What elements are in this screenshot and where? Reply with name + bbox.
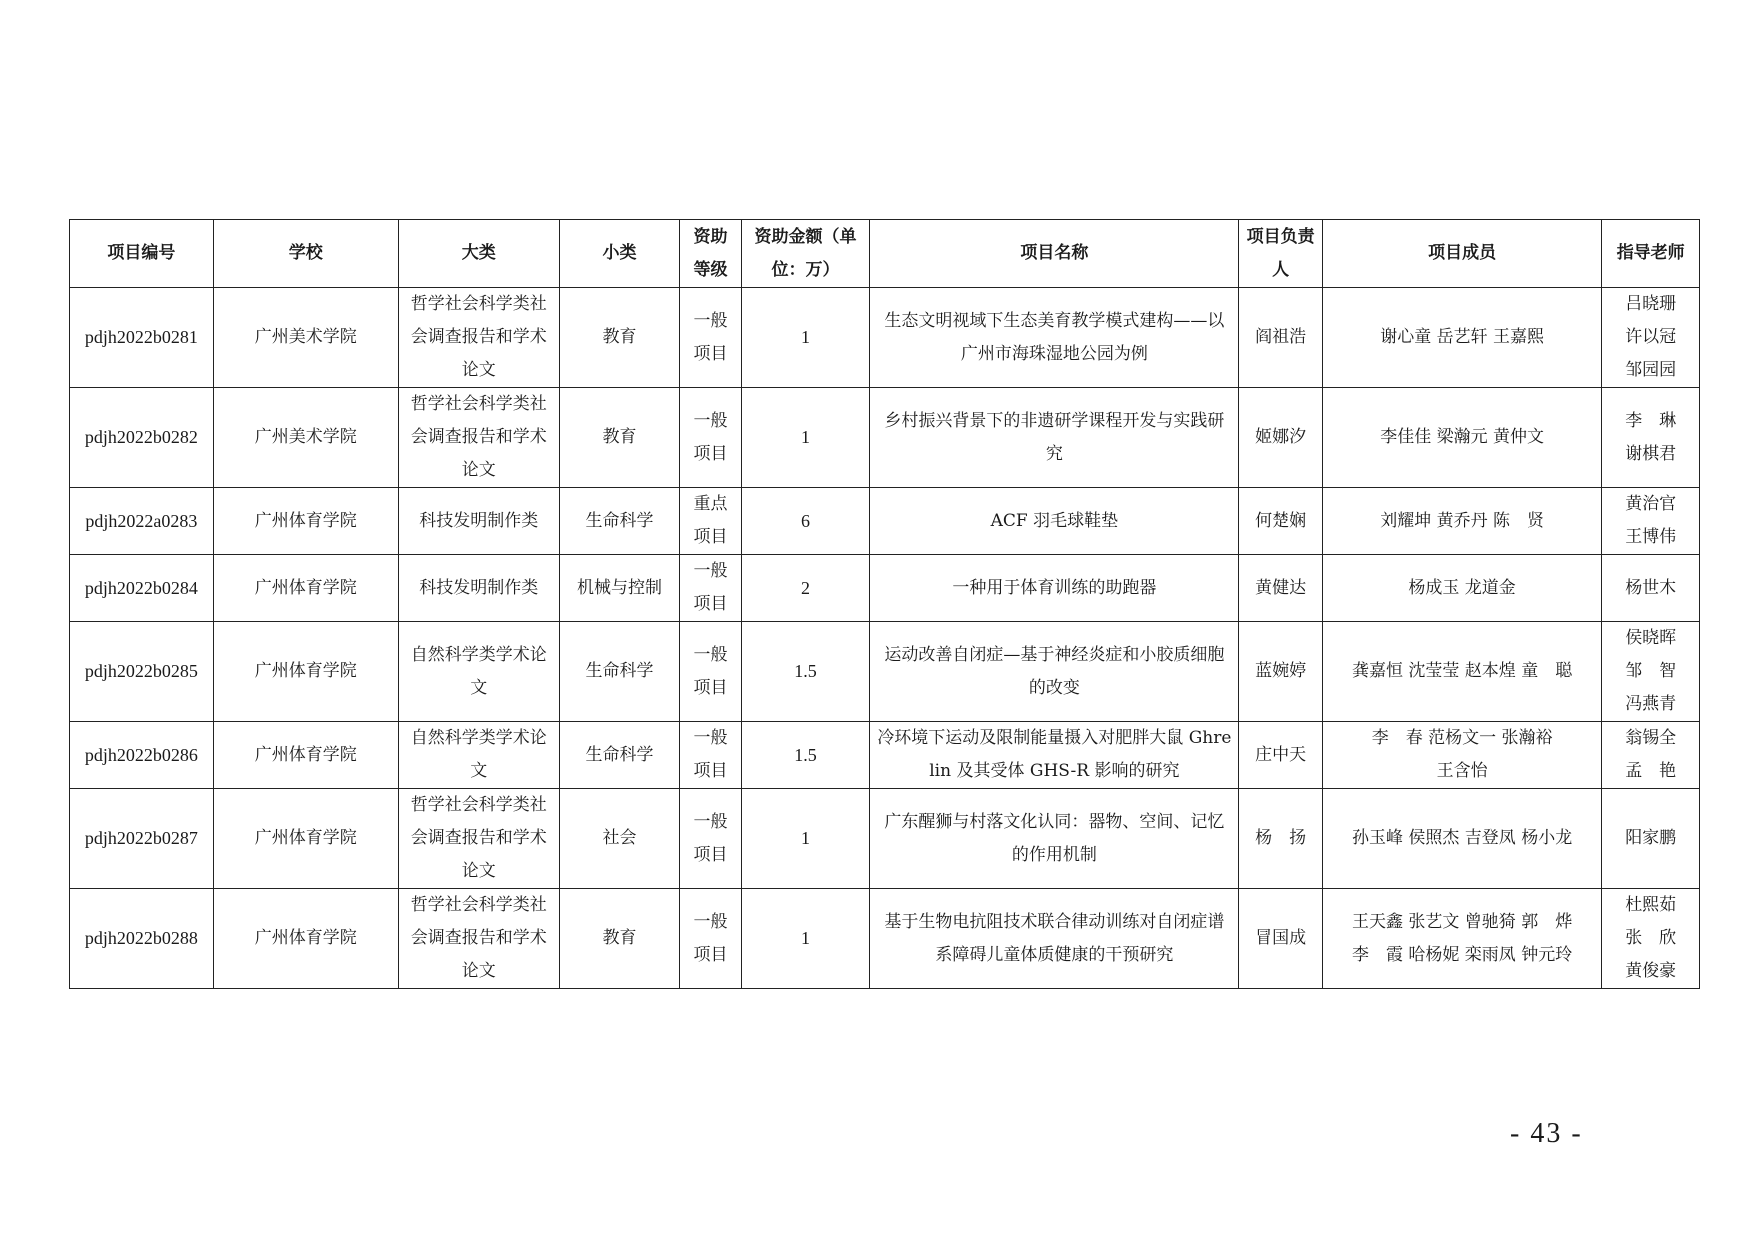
cell-leader: 黄健达 bbox=[1239, 555, 1322, 622]
cell-leader: 阎祖浩 bbox=[1239, 288, 1322, 388]
header-advisor: 指导老师 bbox=[1602, 220, 1700, 288]
cell-category: 科技发明制作类 bbox=[398, 488, 559, 555]
cell-code: pdjh2022b0285 bbox=[70, 622, 214, 722]
cell-amount: 6 bbox=[741, 488, 870, 555]
cell-level: 一般项目 bbox=[680, 388, 741, 488]
cell-code: pdjh2022a0283 bbox=[70, 488, 214, 555]
cell-code: pdjh2022b0281 bbox=[70, 288, 214, 388]
cell-level: 一般项目 bbox=[680, 789, 741, 889]
cell-project-name: ACF 羽毛球鞋垫 bbox=[870, 488, 1239, 555]
cell-subcategory: 教育 bbox=[559, 288, 680, 388]
cell-advisor bbox=[1602, 488, 1700, 555]
cell-project-name: 基于生物电抗阻技术联合律动训练对自闭症谱系障碍儿童体质健康的干预研究 bbox=[870, 889, 1239, 989]
header-level: 资助等级 bbox=[680, 220, 741, 288]
header-leader: 项目负责人 bbox=[1239, 220, 1322, 288]
advisor-line: 翁锡全 bbox=[1625, 728, 1677, 748]
cell-amount: 1 bbox=[741, 789, 870, 889]
cell-school: 广州美术学院 bbox=[213, 288, 398, 388]
table-row bbox=[70, 388, 1700, 488]
member-line: 谢心童 岳艺轩 王嘉熙 bbox=[1380, 327, 1545, 347]
cell-leader: 蓝婉婷 bbox=[1239, 622, 1322, 722]
page-number: - 43 - bbox=[1510, 1118, 1583, 1149]
table-header-row bbox=[70, 220, 1700, 288]
cell-level: 一般项目 bbox=[680, 622, 741, 722]
advisor-line: 黄治官 bbox=[1625, 494, 1677, 514]
cell-project-name: 冷环境下运动及限制能量摄入对肥胖大鼠 Ghrelin 及其受体 GHS-R 影响的研究 bbox=[870, 722, 1239, 789]
cell-advisor bbox=[1602, 622, 1700, 722]
table-row bbox=[70, 288, 1700, 388]
cell-members bbox=[1322, 288, 1602, 388]
cell-subcategory: 教育 bbox=[559, 889, 680, 989]
cell-members bbox=[1322, 789, 1602, 889]
cell-project-name: 广东醒狮与村落文化认同：器物、空间、记忆的作用机制 bbox=[870, 789, 1239, 889]
advisor-line: 许以冠 bbox=[1625, 327, 1677, 347]
advisor-line: 阳家鹏 bbox=[1625, 828, 1677, 848]
advisor-line: 杨世木 bbox=[1625, 577, 1677, 598]
member-line: 王天鑫 张艺文 曾驰猗 郭 烨 bbox=[1352, 911, 1573, 932]
cell-advisor bbox=[1602, 555, 1700, 622]
cell-advisor bbox=[1602, 288, 1700, 388]
cell-advisor bbox=[1602, 889, 1700, 989]
advisor-line: 黄俊豪 bbox=[1625, 961, 1677, 981]
cell-leader: 庄中天 bbox=[1239, 722, 1322, 789]
header-project-name: 项目名称 bbox=[870, 220, 1239, 288]
advisor-line: 邹 智 bbox=[1625, 661, 1677, 681]
advisor-line: 王博伟 bbox=[1625, 527, 1677, 547]
advisor-line: 李 琳 bbox=[1625, 410, 1677, 431]
advisor-line: 杜熙茹 bbox=[1625, 895, 1677, 915]
member-line: 孙玉峰 侯照杰 吉登凤 杨小龙 bbox=[1352, 828, 1573, 848]
header-subcategory: 小类 bbox=[559, 220, 680, 288]
cell-school: 广州体育学院 bbox=[213, 622, 398, 722]
cell-amount: 1.5 bbox=[741, 622, 870, 722]
header-members: 项目成员 bbox=[1322, 220, 1602, 288]
cell-code: pdjh2022b0287 bbox=[70, 789, 214, 889]
cell-code: pdjh2022b0288 bbox=[70, 889, 214, 989]
advisor-line: 冯燕青 bbox=[1625, 694, 1677, 714]
cell-subcategory: 教育 bbox=[559, 388, 680, 488]
cell-category: 哲学社会科学类社会调查报告和学术论文 bbox=[398, 388, 559, 488]
cell-leader: 冒国成 bbox=[1239, 889, 1322, 989]
cell-project-name: 运动改善自闭症—基于神经炎症和小胶质细胞的改变 bbox=[870, 622, 1239, 722]
header-amount: 资助金额（单位：万） bbox=[741, 220, 870, 288]
cell-level: 一般项目 bbox=[680, 889, 741, 989]
cell-category: 哲学社会科学类社会调查报告和学术论文 bbox=[398, 889, 559, 989]
cell-subcategory: 生命科学 bbox=[559, 722, 680, 789]
cell-code: pdjh2022b0282 bbox=[70, 388, 214, 488]
advisor-line: 侯晓晖 bbox=[1625, 628, 1677, 648]
member-line: 龚嘉恒 沈莹莹 赵本煌 童 聪 bbox=[1352, 661, 1573, 681]
header-school: 学校 bbox=[213, 220, 398, 288]
cell-leader: 何楚娴 bbox=[1239, 488, 1322, 555]
cell-leader: 姬娜汐 bbox=[1239, 388, 1322, 488]
member-line: 王含怡 bbox=[1436, 761, 1488, 781]
advisor-line: 谢棋君 bbox=[1625, 443, 1677, 464]
member-line: 李佳佳 梁瀚元 黄仲文 bbox=[1380, 427, 1545, 447]
cell-subcategory: 生命科学 bbox=[559, 622, 680, 722]
table-row bbox=[70, 789, 1700, 889]
cell-members bbox=[1322, 889, 1602, 989]
cell-subcategory: 机械与控制 bbox=[559, 555, 680, 622]
cell-project-name: 乡村振兴背景下的非遗研学课程开发与实践研究 bbox=[870, 388, 1239, 488]
table-row bbox=[70, 622, 1700, 722]
member-line: 杨成玉 龙道金 bbox=[1408, 577, 1516, 598]
cell-advisor bbox=[1602, 722, 1700, 789]
cell-category: 自然科学类学术论文 bbox=[398, 622, 559, 722]
cell-amount: 1 bbox=[741, 388, 870, 488]
cell-school: 广州体育学院 bbox=[213, 789, 398, 889]
cell-members bbox=[1322, 488, 1602, 555]
cell-leader: 杨 扬 bbox=[1239, 789, 1322, 889]
table-body bbox=[70, 288, 1700, 989]
advisor-line: 吕晓珊 bbox=[1625, 294, 1677, 314]
cell-advisor bbox=[1602, 789, 1700, 889]
cell-level: 一般项目 bbox=[680, 288, 741, 388]
advisor-line: 孟 艳 bbox=[1625, 761, 1677, 781]
advisor-line: 邹园园 bbox=[1625, 360, 1677, 380]
cell-category: 自然科学类学术论文 bbox=[398, 722, 559, 789]
cell-project-name: 一种用于体育训练的助跑器 bbox=[870, 555, 1239, 622]
cell-category: 科技发明制作类 bbox=[398, 555, 559, 622]
cell-members bbox=[1322, 555, 1602, 622]
cell-amount: 1 bbox=[741, 889, 870, 989]
cell-code: pdjh2022b0286 bbox=[70, 722, 214, 789]
table-row bbox=[70, 889, 1700, 989]
header-code: 项目编号 bbox=[70, 220, 214, 288]
cell-level: 一般项目 bbox=[680, 722, 741, 789]
member-line: 李 霞 哈杨妮 栾雨凤 钟元玲 bbox=[1352, 944, 1573, 965]
member-line: 李 春 范杨文一 张瀚裕 bbox=[1371, 728, 1553, 748]
header-category: 大类 bbox=[398, 220, 559, 288]
cell-category: 哲学社会科学类社会调查报告和学术论文 bbox=[398, 288, 559, 388]
cell-subcategory: 社会 bbox=[559, 789, 680, 889]
cell-amount: 1.5 bbox=[741, 722, 870, 789]
cell-members bbox=[1322, 622, 1602, 722]
cell-advisor bbox=[1602, 388, 1700, 488]
cell-code: pdjh2022b0284 bbox=[70, 555, 214, 622]
cell-category: 哲学社会科学类社会调查报告和学术论文 bbox=[398, 789, 559, 889]
cell-subcategory: 生命科学 bbox=[559, 488, 680, 555]
cell-members bbox=[1322, 722, 1602, 789]
table-row bbox=[70, 722, 1700, 789]
cell-school: 广州美术学院 bbox=[213, 388, 398, 488]
cell-level: 重点项目 bbox=[680, 488, 741, 555]
cell-school: 广州体育学院 bbox=[213, 889, 398, 989]
cell-school: 广州体育学院 bbox=[213, 488, 398, 555]
advisor-line: 张 欣 bbox=[1625, 928, 1677, 948]
cell-project-name: 生态文明视域下生态美育教学模式建构——以广州市海珠湿地公园为例 bbox=[870, 288, 1239, 388]
member-line: 刘耀坤 黄乔丹 陈 贤 bbox=[1380, 510, 1545, 531]
cell-amount: 2 bbox=[741, 555, 870, 622]
cell-members bbox=[1322, 388, 1602, 488]
table-row bbox=[70, 555, 1700, 622]
cell-level: 一般项目 bbox=[680, 555, 741, 622]
cell-amount: 1 bbox=[741, 288, 870, 388]
table-row bbox=[70, 488, 1700, 555]
cell-school: 广州体育学院 bbox=[213, 722, 398, 789]
cell-school: 广州体育学院 bbox=[213, 555, 398, 622]
project-table bbox=[69, 219, 1700, 989]
